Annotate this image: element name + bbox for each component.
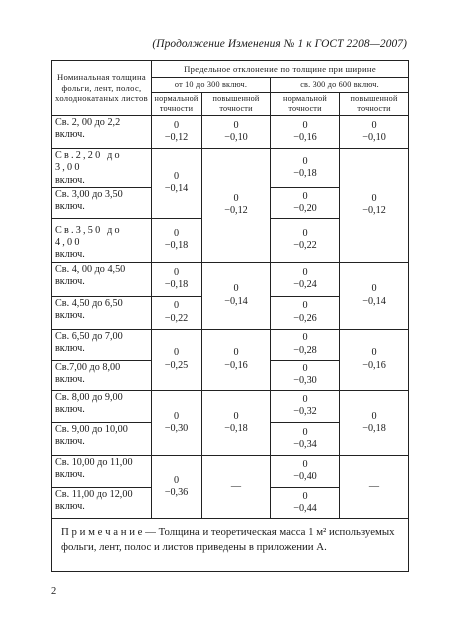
page-number: 2	[51, 586, 57, 597]
row-label: Св. 9,00 до 10,00 включ.	[52, 422, 152, 455]
header-accuracy-normal-2: нормальной точности	[271, 93, 340, 116]
tolerance-cell: 0 −0,34	[271, 422, 340, 455]
header-accuracy-normal-1: нормальной точности	[152, 93, 202, 116]
row-label: Св. 3,00 до 3,50 включ.	[52, 187, 152, 218]
header-nominal-thickness: Номинальная толщина фольги, лент, полос, холоднокатаных листов	[52, 61, 152, 116]
tolerance-cell: 0 −0,16	[271, 116, 340, 149]
tolerance-cell: 0 −0,12	[202, 149, 271, 263]
tolerance-cell: 0 −0,32	[271, 390, 340, 422]
tolerance-cell: 0 −0,14	[202, 262, 271, 329]
tolerance-cell: 0 −0,22	[152, 296, 202, 329]
header-accuracy-high-1: повышенной точности	[202, 93, 271, 116]
tolerance-cell: 0 −0,14	[340, 262, 409, 329]
header-width-range-2: св. 300 до 600 включ.	[271, 78, 409, 93]
row-label: Св. 4, 00 до 4,50 включ.	[52, 262, 152, 296]
row-label: Св. 4,50 до 6,50 включ.	[52, 296, 152, 329]
table-row	[52, 116, 409, 149]
row-label: Св. 11,00 до 12,00 включ.	[52, 487, 152, 518]
row-label: Св. 6,50 до 7,00 включ.	[52, 329, 152, 360]
table-row	[52, 149, 409, 188]
tolerance-cell: 0 −0,12	[340, 149, 409, 263]
tolerance-cell: 0 −0,40	[271, 455, 340, 487]
tolerance-cell: 0 −0,18	[340, 390, 409, 455]
row-label: Св. 10,00 до 11,00 включ.	[52, 455, 152, 487]
note-label: П р и м е ч а н и е —	[61, 525, 159, 538]
tolerance-cell: 0 −0,30	[271, 360, 340, 390]
tolerance-cell: 0 −0,22	[271, 218, 340, 262]
tolerance-cell: 0 −0,36	[152, 455, 202, 518]
row-label: Св.7,00 до 8,00 включ.	[52, 360, 152, 390]
tolerance-cell: 0 −0,10	[340, 116, 409, 149]
tolerance-table	[51, 60, 409, 572]
dash-cell: —	[340, 455, 409, 518]
tolerance-cell: 0 −0,18	[271, 149, 340, 188]
tolerance-cell: 0 −0,18	[202, 390, 271, 455]
document-header: (Продолжение Изменения № 1 к ГОСТ 2208—2007)	[152, 38, 407, 50]
table-note	[52, 518, 409, 571]
tolerance-cell: 0 −0,44	[271, 487, 340, 518]
header-width-range-1: от 10 до 300 включ.	[152, 78, 271, 93]
tolerance-cell: 0 −0,20	[271, 187, 340, 218]
tolerance-cell: 0 −0,14	[152, 149, 202, 219]
row-label: Св.3,50 до 4,00 включ.	[52, 218, 152, 262]
row-label: Св. 8,00 до 9,00 включ.	[52, 390, 152, 422]
table-row	[52, 262, 409, 296]
tolerance-cell: 0 −0,10	[202, 116, 271, 149]
tolerance-cell: 0 −0,18	[152, 262, 202, 296]
header-tolerance: Предельное отклонение по толщине при ширине	[152, 61, 409, 78]
table-row	[52, 390, 409, 422]
table-row	[52, 329, 409, 360]
tolerance-cell: 0 −0,16	[340, 329, 409, 390]
tolerance-cell: 0 −0,24	[271, 262, 340, 296]
table-row	[52, 455, 409, 487]
header-accuracy-high-2: повышенной точности	[340, 93, 409, 116]
tolerance-cell: 0 −0,25	[152, 329, 202, 390]
tolerance-cell: 0 −0,28	[271, 329, 340, 360]
tolerance-cell: 0 −0,30	[152, 390, 202, 455]
tolerance-cell: 0 −0,12	[152, 116, 202, 149]
tolerance-cell: 0 −0,16	[202, 329, 271, 390]
row-label: Св. 2, 00 до 2,2 включ.	[52, 116, 152, 149]
tolerance-cell: 0 −0,26	[271, 296, 340, 329]
row-label: Св.2,20 до 3,00 включ.	[52, 149, 152, 188]
dash-cell: —	[202, 455, 271, 518]
note-text: Толщина и теоретическая масса 1 м² используемых фольги, лент, полос и листов приведены в приложении А.	[61, 525, 395, 554]
tolerance-cell: 0 −0,18	[152, 218, 202, 262]
